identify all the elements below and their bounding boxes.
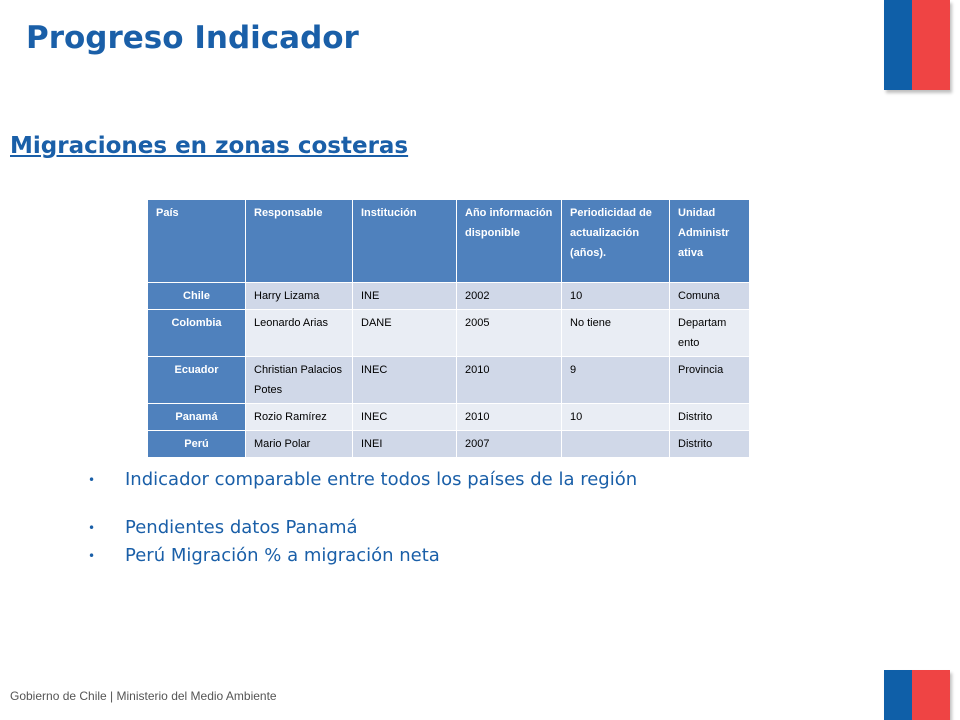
table-cell-country: Colombia <box>148 310 246 357</box>
table-cell-country: Chile <box>148 283 246 310</box>
flag-red-stripe <box>912 0 950 90</box>
table-row <box>148 431 750 458</box>
table-cell: Mario Polar <box>246 431 353 458</box>
table-cell: 2010 <box>457 404 562 431</box>
table-cell: INEC <box>353 404 457 431</box>
bullet-list <box>88 466 637 570</box>
table-cell: 2010 <box>457 357 562 404</box>
table-cell: No tiene <box>562 310 670 357</box>
header-unidad: Unidad Administr ativa <box>670 200 750 283</box>
table-cell: Leonardo Arias <box>246 310 353 357</box>
table-cell: 2002 <box>457 283 562 310</box>
table-row <box>148 310 750 357</box>
table-row <box>148 404 750 431</box>
flag-blue-stripe <box>884 670 912 720</box>
table-cell: INEC <box>353 357 457 404</box>
bullet-text: Perú Migración % a migración neta <box>125 545 440 566</box>
table-cell <box>562 431 670 458</box>
bullet-text: Pendientes datos Panamá <box>125 517 358 538</box>
table-cell: Christian Palacios Potes <box>246 357 353 404</box>
table-cell: 10 <box>562 283 670 310</box>
table-cell: 10 <box>562 404 670 431</box>
bullet-text: Indicador comparable entre todos los países de la región <box>125 469 638 490</box>
bullet-icon: • <box>88 549 96 563</box>
header-periodicidad: Periodicidad de actualización (años). <box>562 200 670 283</box>
table-cell: 2007 <box>457 431 562 458</box>
table-cell: Rozio Ramírez <box>246 404 353 431</box>
chile-flag-logo-top <box>884 0 950 90</box>
table-cell: Comuna <box>670 283 750 310</box>
chile-flag-logo-bottom <box>884 670 950 720</box>
table-cell: Provincia <box>670 357 750 404</box>
table-cell: DANE <box>353 310 457 357</box>
indicator-table <box>148 200 750 458</box>
footer-text: Gobierno de Chile | Ministerio del Medio Ambiente <box>10 689 277 703</box>
list-item <box>88 466 637 494</box>
table-cell: INEI <box>353 431 457 458</box>
table-cell-country: Panamá <box>148 404 246 431</box>
table-cell: 2005 <box>457 310 562 357</box>
list-item <box>88 514 637 542</box>
table-cell: Harry Lizama <box>246 283 353 310</box>
header-ano: Año información disponible <box>457 200 562 283</box>
table-cell: Distrito <box>670 404 750 431</box>
table-cell: Distrito <box>670 431 750 458</box>
table-cell-country: Perú <box>148 431 246 458</box>
bullet-icon: • <box>88 521 96 535</box>
page-title: Progreso Indicador <box>26 20 359 56</box>
table-row <box>148 283 750 310</box>
header-institucion: Institución <box>353 200 457 283</box>
list-item <box>88 542 637 570</box>
table-cell-country: Ecuador <box>148 357 246 404</box>
table-header-row <box>148 200 750 283</box>
flag-red-stripe <box>912 670 950 720</box>
table-cell: 9 <box>562 357 670 404</box>
bullet-icon: • <box>88 473 96 487</box>
table-cell: Departam ento <box>670 310 750 357</box>
section-subtitle: Migraciones en zonas costeras <box>10 133 409 159</box>
table-cell: INE <box>353 283 457 310</box>
flag-blue-stripe <box>884 0 912 90</box>
header-pais: País <box>148 200 246 283</box>
table-row <box>148 357 750 404</box>
header-responsable: Responsable <box>246 200 353 283</box>
